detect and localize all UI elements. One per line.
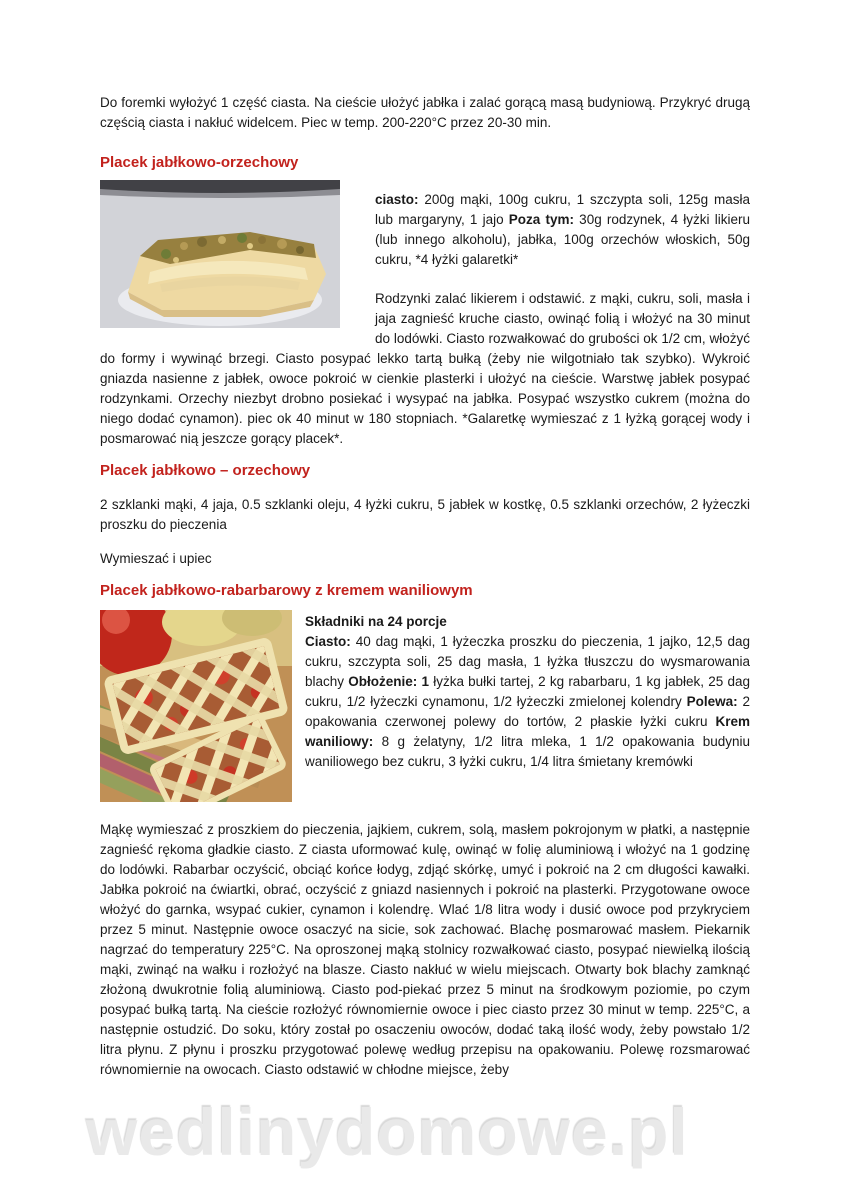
recipe1-photo — [100, 180, 340, 328]
recipe3-ingredients: Ciasto: 40 dag mąki, 1 łyżeczka proszku do pieczenia, 1 jajko, 12,5 dag cukru, szczypta soli, 25 dag masła, 1 łyżka tłuszczu do wysmarowania blachy Obłożenie: 1 łyżka bułki tartej, 2 kg rabarbaru, 1 kg jabłek, 25 dag cukru, 1/2 łyżeczki cynamonu, 1/2 łyżeczki zmielonej kolendry Polewa: 2 opakowania czerwonej polewy do tortów, 2 płaskie łyżki cukru Krem waniliowy: 8 g żelatyny, 1/2 litra mleka, 1 1/2 opakowania budyniu waniliowego bez cukru, 3 łyżki cukru, 1/4 litra śmietany kremówki — [305, 634, 750, 769]
recipe1-title: Placek jabłkowo-orzechowy — [100, 154, 299, 171]
recipe3-section — [100, 608, 750, 808]
recipe3-photo — [100, 610, 292, 802]
recipe3-servings-heading: Składniki na 24 porcje — [305, 614, 447, 629]
intro-paragraph: Do foremki wyłożyć 1 część ciasta. Na cieście ułożyć jabłka i zalać gorącą masą budyniową. Przykryć drugą częścią ciasta i nakłuć widelcem. Piec w temp. 200-220°C przez 20-30 min. — [100, 95, 750, 130]
recipe1-instructions: Rodzynki zalać likierem i odstawić. z mąki, cukru, soli, masła i jaja zagnieść kruche ciasto, owinąć folią i włożyć na 30 minut do lodówki. Ciasto rozwałkować do grubości ok 1/2 cm, włożyć do formy i wywinąć brzegi. Ciasto posypać lekko tartą bułką (żeby nie wilgotniało tak szybko). Wykroić gniazda nasienne z jabłek, owoce pokroić w cienkie plasterki i ułożyć na cieście. Warstwę jabłek posypać rodzynkami. Orzechy niezbyt drobno posiekać i wysypać na jabłka. Posypać wszystko cukrem (można do niego dodać cynamon). piec ok 40 minut w 180 stopniach. *Galaretkę wymieszać z 1 łyżką gorącej wody i posmarować nią jeszcze gorący placek*. — [100, 291, 750, 446]
rhubarb-lattice-cake-photo-illustration — [100, 610, 292, 802]
recipe2-instructions: Wymieszać i upiec — [100, 551, 212, 566]
recipe1-ingredients: ciasto: 200g mąki, 100g cukru, 1 szczypta soli, 125g masła lub margaryny, 1 jajo Poza tym: 30g rodzynek, 4 łyżki likieru (lub innego alkoholu), jabłka, 100g orzechów włoskich, 50g cukru, *4 łyżki galaretki* — [375, 192, 750, 267]
recipe3-title: Placek jabłkowo-rabarbarowy z kremem waniliowym — [100, 582, 473, 599]
recipe2-title: Placek jabłkowo – orzechowy — [100, 462, 311, 479]
recipe2-ingredients: 2 szklanki mąki, 4 jaja, 0.5 szklanki oleju, 4 łyżki cukru, 5 jabłek w kostkę, 0.5 szklanki orzechów, 2 łyżeczki proszku do pieczenia — [100, 497, 750, 532]
watermark: wedlinydomowe.pl — [86, 1095, 689, 1169]
recipe3-instructions: Mąkę wymieszać z proszkiem do pieczenia, jajkiem, cukrem, solą, masłem pokrojonym w płatki, a następnie zagnieść rękoma gładkie ciasto. Z ciasta uformować kulę, owinąć w folię aluminiową i włożyć na 1 godzinę do lodówki. Rabarbar oczyścić, obciąć końce łodyg, zdjąć skórkę, umyć i pokroić na 2 cm długości kawałki. Jabłka pokroić na ćwiartki, obrać, oczyścić z gniazd nasiennych i pokroić na plasterki. Przygotowane owoce włożyć do garnka, wsypać cukier, cynamon i kolendrę. Wlać 1/8 litra wody i dusić owoce pod przykryciem przez 5 minut. Następnie owoce osaczyć na sicie, sok zachować. Blachę posmarować masłem. Piekarnik nagrzać do temperatury 225°C. Na oproszonej mąką stolnicy rozwałkować ciasto, posypać niewielką ilością mąki, zwinąć na wałku i rozłożyć na blasze. Ciasto nakłuć w wielu miejscach. Otwarty bok blachy zamknąć złożoną dwukrotnie folią aluminiową. Ciasto pod-piekać przez 5 minut na środkowym poziomie, po czym posypać bułką tartą. Na cieście rozłożyć równomiernie owoce i piec ciasto przez 30 minut w temp. 225°C, a następnie ostudzić. Do soku, który został po osaczeniu owoców, dodać taką ilość wody, żeby powstało 1/2 litra płynu. Z płynu i proszku przygotować polewę według przepisu na opakowaniu. Polewę rozsmarować równomiernie na owocach. Ciasto odstawić w chłodne miejsce, żeby — [100, 822, 750, 1077]
recipe1-section — [100, 180, 750, 449]
document-content — [100, 0, 750, 1080]
apple-walnut-cake-photo-illustration — [100, 180, 340, 328]
